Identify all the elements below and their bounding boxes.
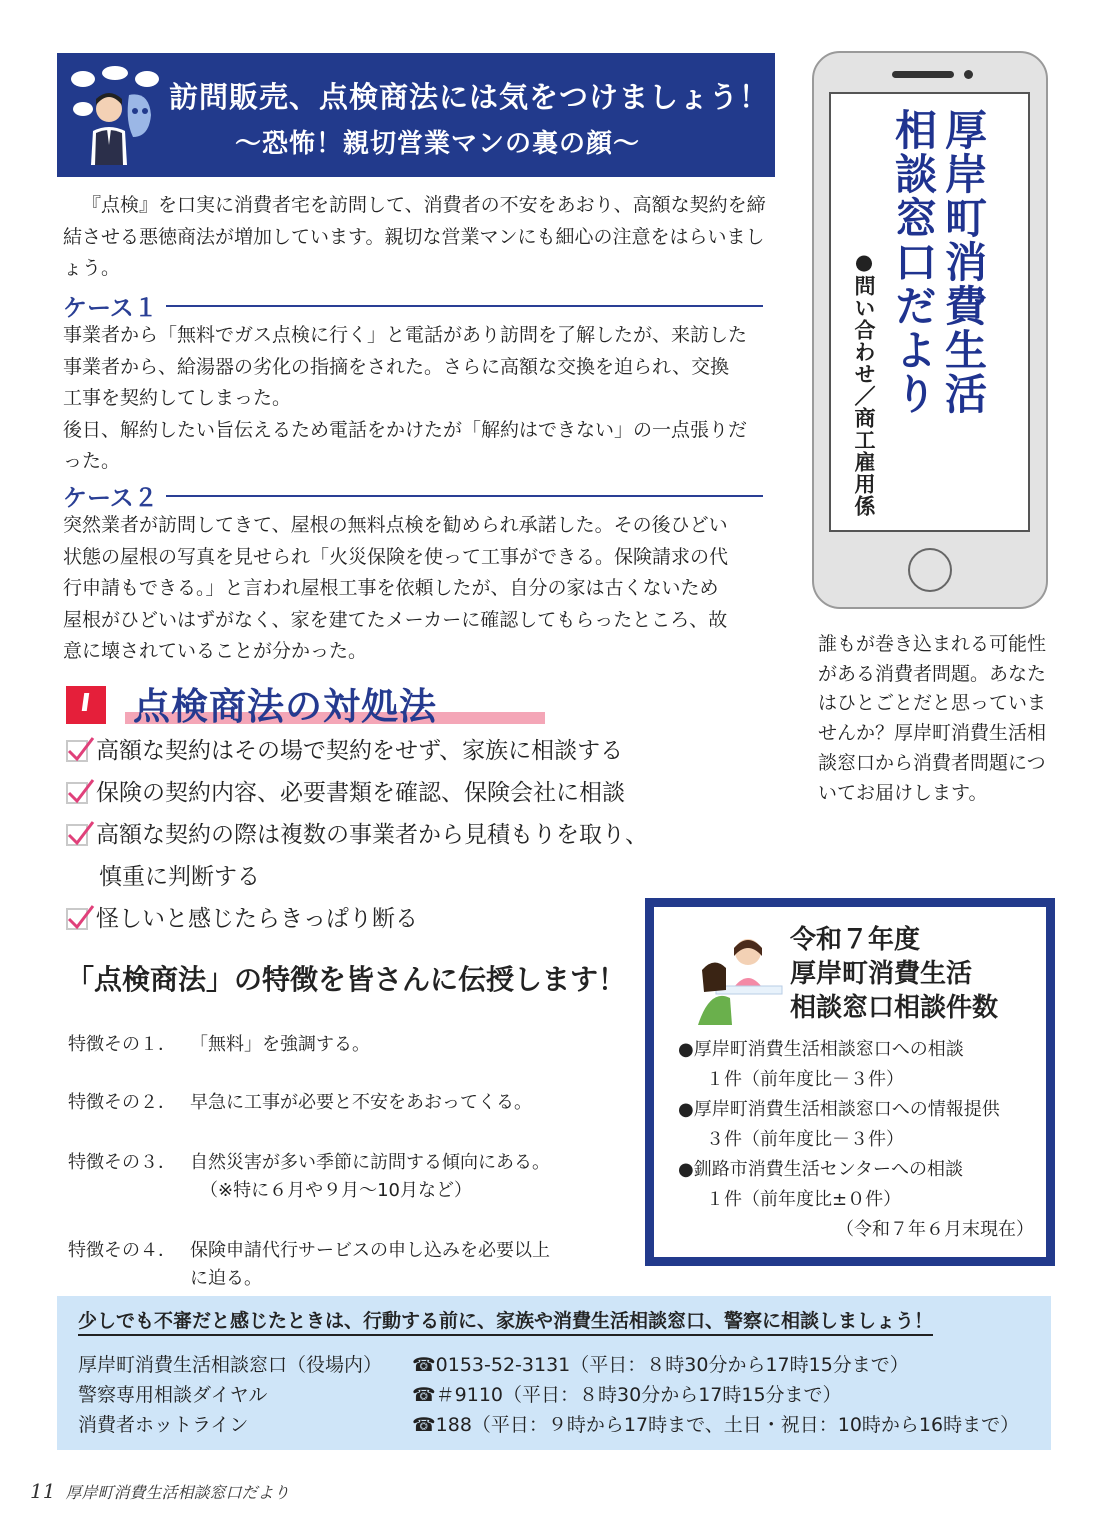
feature-label: 特徴その１． <box>68 1034 176 1055</box>
intro-paragraph <box>63 190 775 285</box>
stats-title-line: 相談窓口相談件数 <box>790 993 999 1023</box>
banner-title: 訪問販売、点検商法には気をつけましょう！ <box>169 80 770 114</box>
intro-text: 『点検』を口実に消費者宅を訪問して、消費者の不安をあおり、高額な契約を締結させる悪徳商法が増加しています。親切な営業マンにも細心の注意をはらいましょう。 <box>63 194 766 279</box>
stat-value: ３件（前年度比－３件） <box>706 1129 904 1150</box>
stat-label: ●釧路市消費生活センターへの相談 <box>678 1159 963 1180</box>
stat-label: ●厚岸町消費生活相談窓口への情報提供 <box>678 1099 1000 1120</box>
stats-title-line: 厚岸町消費生活 <box>790 959 973 989</box>
consultation-illustration-icon <box>696 930 786 1025</box>
remedy-item <box>66 898 418 940</box>
exclamation-icon <box>66 686 106 724</box>
case1-heading <box>63 288 763 323</box>
salesman-illustration-icon <box>69 65 161 165</box>
remedy-item <box>66 730 623 772</box>
contact-department: ●問い合わせ／商工雇用係 <box>852 250 876 517</box>
remedy-item <box>66 814 648 856</box>
case2-line: 屋根がひどいはずがなく、家を建てたメーカーに確認してもらったところ、故 <box>63 608 728 631</box>
contact-phone: ☎＃9110（平日：８時30分から17時15分まで） <box>412 1384 842 1406</box>
remedy-item-text: 高額な契約の際は複数の事業者から見積もりを取り、 <box>96 822 648 848</box>
contact-phone: ☎188（平日：９時から17時まで、土日・祝日：10時から16時まで） <box>412 1414 1020 1436</box>
page-number: 11 <box>30 1479 56 1503</box>
phone-camera-icon <box>964 70 973 79</box>
features-title: 「点検商法」の特徴を皆さんに伝授します！ <box>66 963 627 996</box>
case2-line: 意に壊されていることが分かった。 <box>63 640 368 662</box>
page-footer <box>30 1479 289 1503</box>
case2-heading-text: ケース２ <box>63 484 158 512</box>
case1-line: 後日、解約したい旨伝えるため電話をかけたが「解約はできない」の一点張りだ <box>63 418 748 441</box>
feature-continuation: に迫る。 <box>190 1268 262 1289</box>
stats-date: （令和７年６月末現在） <box>836 1219 1034 1240</box>
feature-item <box>68 1236 550 1266</box>
stat-value: １件（前年度比±０件） <box>706 1189 902 1210</box>
case2-line: 状態の屋根の写真を見せられ「火災保険を使って工事ができる。保険請求の代 <box>63 545 729 568</box>
case2-heading <box>63 478 763 513</box>
remedy-item-continuation: 慎重に判断する <box>99 864 260 890</box>
phone-speaker-icon <box>892 71 954 78</box>
feature-label: 特徴その４． <box>68 1240 176 1261</box>
case1-heading-text: ケース１ <box>63 294 158 322</box>
case1-line: 事業者から「無料でガス点検に行く」と電話があり訪問を了解したが、来訪した <box>63 324 748 346</box>
stat-label: ●厚岸町消費生活相談窓口への相談 <box>678 1039 964 1060</box>
feature-item <box>68 1030 370 1060</box>
footer-title: 厚岸町消費生活相談窓口だより <box>65 1483 290 1502</box>
checkmark-icon <box>66 782 88 804</box>
remedy-item <box>66 772 625 814</box>
checkmark-icon <box>66 908 88 930</box>
feature-text: 早急に工事が必要と不安をあおってくる。 <box>190 1092 532 1113</box>
case1-line: った。 <box>63 450 121 472</box>
feature-text: 「無料」を強調する。 <box>190 1034 370 1055</box>
phone-home-button-icon <box>908 548 952 592</box>
case2-body <box>63 510 775 668</box>
feature-note: （※特に６月や９月～10月など） <box>200 1180 472 1201</box>
case2-line: 突然業者が訪問してきて、屋根の無料点検を勧められ承諾した。その後ひどい <box>63 514 728 536</box>
case1-body <box>63 320 775 478</box>
remedy-item-text: 高額な契約はその場で契約をせず、家族に相談する <box>96 738 624 764</box>
header-banner <box>57 53 775 177</box>
case1-line: 工事を契約してしまった。 <box>63 387 292 409</box>
checkmark-icon <box>66 740 88 762</box>
contact-name: 警察専用相談ダイヤル <box>78 1384 268 1406</box>
feature-label: 特徴その２． <box>68 1092 176 1113</box>
case1-rule <box>166 305 763 307</box>
remedy-title: 点検商法の対処法 <box>133 685 437 728</box>
newsletter-title-line2: 相談窓口だより <box>889 108 938 416</box>
case2-rule <box>166 495 763 497</box>
banner-subtitle: ～恐怖！親切営業マンの裏の顔～ <box>235 129 641 159</box>
feature-text: 自然災害が多い季節に訪問する傾向にある。 <box>190 1152 550 1173</box>
feature-item <box>68 1148 550 1178</box>
feature-text: 保険申請代行サービスの申し込みを必要以上 <box>190 1240 550 1261</box>
contact-row <box>78 1410 1048 1440</box>
side-intro-text: 誰もが巻き込まれる可能性がある消費者問題。あなたはひとごとだと思っていませんか？厚岸町消費生活相談窓口から消費者問題についてお届けします。 <box>818 633 1047 804</box>
contact-name: 消費者ホットライン <box>78 1414 249 1436</box>
stat-value: １件（前年度比－３件） <box>706 1069 904 1090</box>
stats-title <box>790 923 998 1025</box>
stats-title-line: 令和７年度 <box>790 925 921 955</box>
case1-line: 事業者から、給湯器の劣化の指摘をされた。さらに高額な交換を迫られ、交換 <box>63 355 730 378</box>
feature-label: 特徴その３． <box>68 1152 176 1173</box>
contact-name: 厚岸町消費生活相談窓口（役場内） <box>78 1354 383 1376</box>
newsletter-title-line1: 厚岸町消費生活 <box>939 108 988 416</box>
case2-line: 行申請もできる。」と言われ屋根工事を依頼したが、自分の家は古くないため <box>63 577 719 599</box>
contact-row <box>78 1380 1048 1410</box>
contact-lead: 少しでも不審だと感じたときは、行動する前に、家族や消費生活相談窓口、警察に相談しましょう！ <box>78 1306 933 1336</box>
feature-item <box>68 1088 532 1118</box>
remedy-item-text: 保険の契約内容、必要書類を確認、保険会社に相談 <box>96 780 625 806</box>
contact-row <box>78 1350 1048 1380</box>
checkmark-icon <box>66 824 88 846</box>
contact-phone: ☎0153-52-3131（平日：８時30分から17時15分まで） <box>412 1354 909 1376</box>
remedy-item-text: 怪しいと感じたらきっぱり断る <box>96 906 418 932</box>
